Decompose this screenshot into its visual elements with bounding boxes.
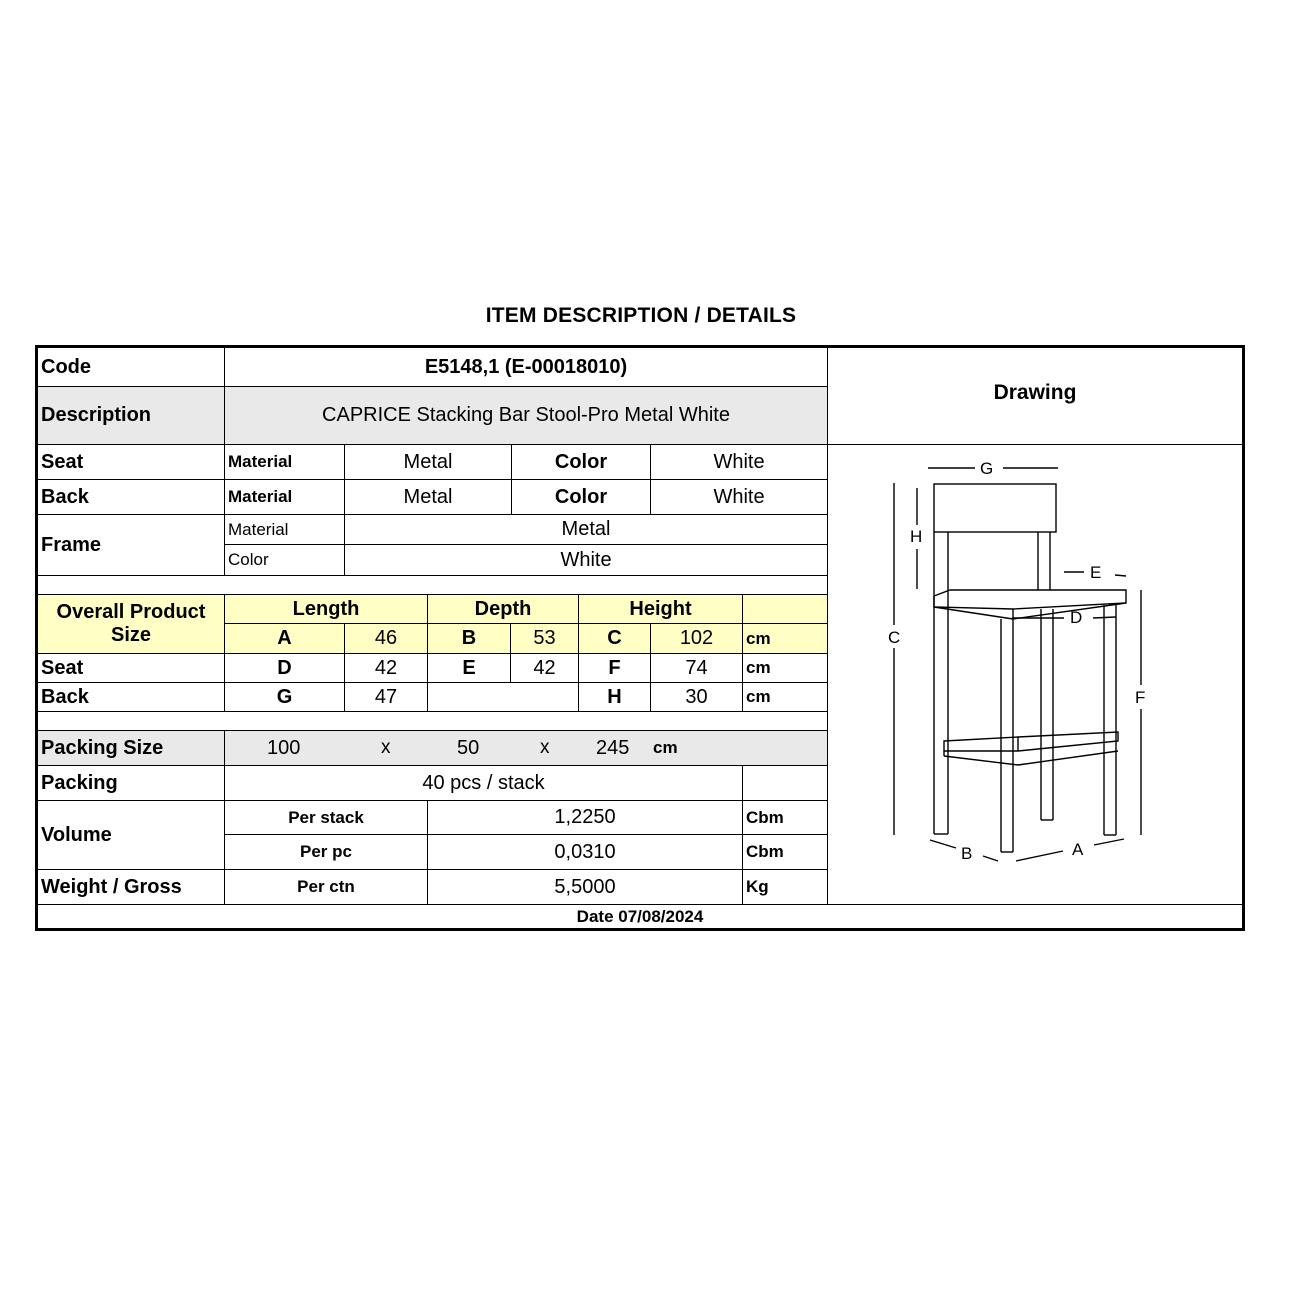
packing-label: Packing [38,766,225,801]
depth-header: Depth [428,595,579,624]
back-label: Back [38,480,225,515]
drawing-header [828,348,1242,445]
dim-d-value: 42 [345,654,428,683]
seat-label: Seat [38,445,225,480]
seat-color-label: Color [512,445,651,480]
code-label: Code [38,348,225,387]
dim-e-value: 42 [511,654,579,683]
spacer-row [38,576,828,595]
packing-size-unit: cm [653,738,678,757]
volume-per-stack-unit: Cbm [743,801,828,835]
frame-material-label: Material [225,515,345,545]
dim-seat-label: Seat [38,654,225,683]
dim-h-value: 30 [651,683,743,712]
volume-per-stack-value: 1,2250 [428,801,743,835]
frame-color-label: Color [225,545,345,576]
dim-f-label: F [579,654,651,683]
dim-g-label: G [225,683,345,712]
unit-header-empty [743,595,828,624]
page-title: ITEM DESCRIPTION / DETAILS [485,304,797,327]
dim-a-value: 46 [345,624,428,654]
back-color-value: White [651,480,828,515]
drawing-label-d: D [1070,608,1083,627]
drawing-label-c: C [888,628,901,647]
packing-size-row [225,731,828,766]
description-value: CAPRICE Stacking Bar Stool-Pro Metal White [225,387,828,445]
packing-size-v2: 50 [457,737,480,759]
seat-material-label: Material [225,445,345,480]
spacer-row-2 [38,712,828,731]
seat-material-value: Metal [345,445,512,480]
date-footer: Date 07/08/2024 [576,906,704,926]
drawing-label-a: A [1072,840,1084,859]
dim-g-value: 47 [345,683,428,712]
drawing-label-g: G [980,459,994,478]
dim-d-label: D [225,654,345,683]
back-unit: cm [743,683,828,712]
length-header: Length [225,595,428,624]
packing-size-v3: 245 [596,737,630,759]
overall-size-label: Overall Product Size [38,595,225,654]
volume-per-pc-value: 0,0310 [428,835,743,870]
dim-e-label: E [428,654,511,683]
weight-value: 5,5000 [428,870,743,905]
weight-unit: Kg [743,870,828,905]
drawing-label-e: E [1090,563,1102,582]
seat-unit: cm [743,654,828,683]
overall-unit: cm [743,624,828,654]
seat-color-value: White [651,445,828,480]
packing-size-x1: x [381,737,391,758]
drawing-label-f: F [1135,688,1146,707]
dim-a-label: A [225,624,345,654]
packing-value: 40 pcs / stack [225,766,743,801]
back-color-label: Color [512,480,651,515]
drawing-area [828,445,1242,905]
bar-stool-drawing [828,445,1242,905]
drawing-label: Drawing [993,381,1077,405]
drawing-label-b: B [961,844,973,863]
dim-h-label: H [579,683,651,712]
volume-label: Volume [38,801,225,870]
volume-per-stack-label: Per stack [225,801,428,835]
weight-per-ctn-label: Per ctn [225,870,428,905]
code-value: E5148,1 (E-00018010) [225,348,828,387]
height-header: Height [579,595,743,624]
dim-f-value: 74 [651,654,743,683]
dim-b-value: 53 [511,624,579,654]
dim-back-empty [428,683,579,712]
spec-sheet [35,345,1245,931]
back-material-label: Material [225,480,345,515]
description-label: Description [38,387,225,445]
volume-per-pc-label: Per pc [225,835,428,870]
frame-label: Frame [38,515,225,576]
dim-c-label: C [579,624,651,654]
packing-size-x2: x [540,737,550,758]
spec-grid [38,348,1242,928]
dim-back-label: Back [38,683,225,712]
dim-c-value: 102 [651,624,743,654]
packing-size-v1: 100 [267,737,301,759]
packing-size-label: Packing Size [38,731,225,766]
back-material-value: Metal [345,480,512,515]
dim-b-label: B [428,624,511,654]
frame-material-value: Metal [345,515,828,545]
volume-per-pc-unit: Cbm [743,835,828,870]
weight-label: Weight / Gross [38,870,225,905]
drawing-label-h: H [910,527,923,546]
packing-empty [743,766,828,801]
frame-color-value: White [345,545,828,576]
